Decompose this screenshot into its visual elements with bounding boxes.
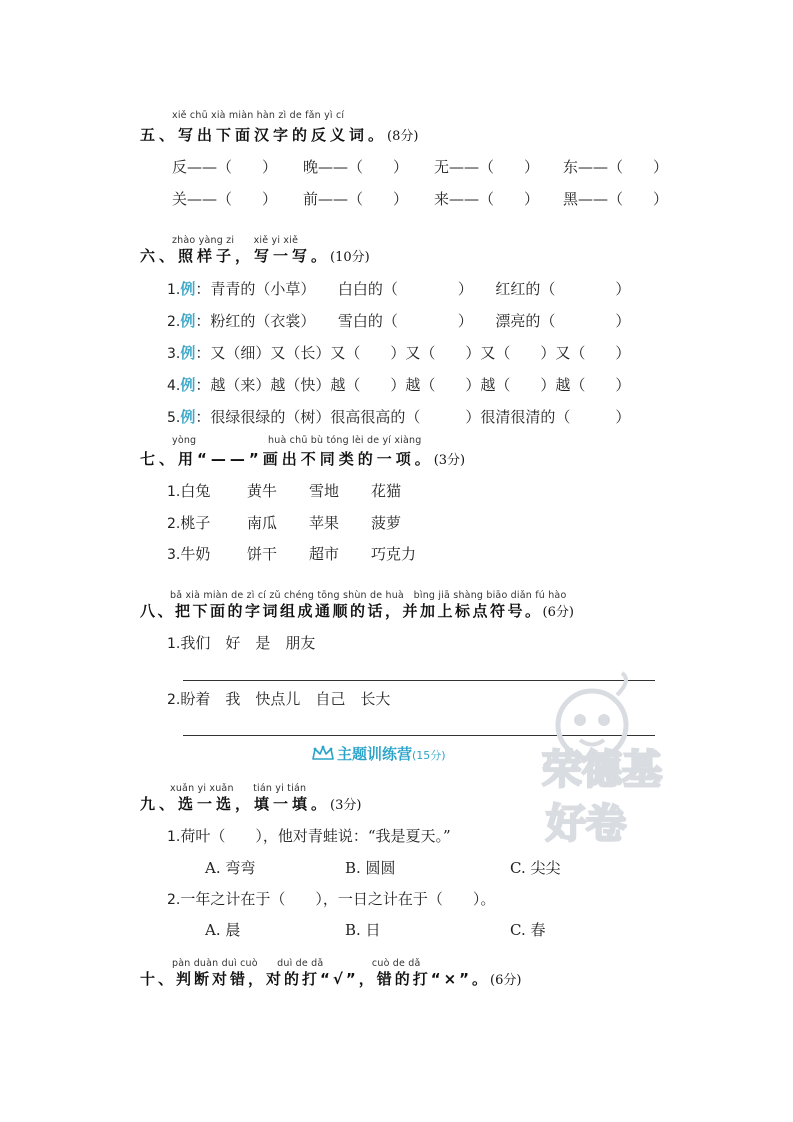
example-label: 例 <box>180 312 196 330</box>
s7-item: 3.牛奶 <box>167 545 211 563</box>
s9-option: A. 晨 <box>205 921 241 939</box>
s5-item: 关——（ ） <box>172 190 278 208</box>
s5-item: 东——（ ） <box>563 158 669 176</box>
s7-title: 七、用“——”画出不同类的一项。 <box>140 450 434 468</box>
watermark-text-1: 荣德基 <box>542 747 662 793</box>
theme-score: (15分) <box>412 749 446 762</box>
theme-title: 主题训练营 <box>337 745 413 763</box>
crown-icon <box>311 745 335 761</box>
watermark-text-2: 好卷 <box>546 801 626 847</box>
s10-pinyin: pàn duàn duì cuò duì de dǎ cuò de dǎ <box>172 958 421 969</box>
s10-score: (6分) <box>490 973 522 988</box>
s6-item: 1.例：青青的（小草） 白白的（ ） 红红的（ ） <box>167 280 631 298</box>
s8-item: 1.我们 好 是 朋友 <box>167 634 316 652</box>
s5-pinyin: xiě chū xià miàn hàn zì de fǎn yì cí <box>172 110 345 121</box>
s7-pinyin: yòng <box>172 435 197 446</box>
s5-item: 前——（ ） <box>303 190 409 208</box>
example-label: 例 <box>180 376 196 394</box>
s7-score: (3分) <box>433 453 466 468</box>
s8-heading <box>140 600 574 621</box>
theme-banner <box>311 743 446 764</box>
s8-score: (6分) <box>542 605 574 620</box>
watermark-logo <box>512 665 692 855</box>
example-label: 例 <box>180 408 196 426</box>
s6-item: 4.例：越（来）越（快）越（ ）越（ ）越（ ）越（ ） <box>167 376 631 394</box>
s9-question: 2.一年之计在于（ ），一日之计在于（ ）。 <box>167 890 496 908</box>
s7-heading <box>140 448 465 469</box>
s5-item: 来——（ ） <box>434 190 540 208</box>
s7-word: 南瓜 <box>247 514 278 532</box>
s5-item: 无——（ ） <box>434 158 540 176</box>
s8-title: 八、把下面的字词组成通顺的话，并加上标点符号。 <box>140 602 543 620</box>
s8-pinyin: bǎ xià miàn de zì cí zǔ chéng tōng shùn de huà bìng jiā shàng biāo diǎn fú hào <box>170 590 567 601</box>
s6-score: (10分) <box>330 250 370 265</box>
s7-word: 苹果 <box>309 514 340 532</box>
s7-pinyin: huà chū bù tóng lèi de yí xiàng <box>268 435 422 446</box>
example-label: 例 <box>180 280 196 298</box>
s7-word: 花猫 <box>371 482 402 500</box>
s9-option: C. 春 <box>510 921 546 939</box>
s7-word: 黄牛 <box>247 482 278 500</box>
s5-item: 黑——（ ） <box>563 190 669 208</box>
example-label: 例 <box>180 344 196 362</box>
s6-item: 5.例：很绿很绿的（树）很高很高的（ ）很清很清的（ ） <box>167 408 631 426</box>
s9-score: (3分) <box>330 798 362 813</box>
s7-word: 超市 <box>309 545 340 563</box>
s5-title: 五、写出下面汉字的反义词。 <box>140 126 388 144</box>
s6-pinyin: zhào yàng zi xiě yi xiě <box>172 235 299 246</box>
s5-score: (8分) <box>387 129 419 144</box>
s9-option: B. 日 <box>345 921 381 939</box>
s5-item: 反——（ ） <box>172 158 278 176</box>
s6-title: 六、照样子，写一写。 <box>140 247 331 265</box>
s7-item: 2.桃子 <box>167 514 211 532</box>
s6-heading <box>140 245 370 266</box>
s9-option: A. 弯弯 <box>205 859 256 877</box>
s7-word: 饼干 <box>247 545 278 563</box>
s5-heading <box>140 124 418 145</box>
s9-heading <box>140 793 361 814</box>
s7-word: 巧克力 <box>371 545 417 563</box>
s10-heading <box>140 968 521 989</box>
s7-word: 菠萝 <box>371 514 402 532</box>
s6-item: 3.例：又（细）又（长）又（ ）又（ ）又（ ）又（ ） <box>167 344 631 362</box>
s7-word: 雪地 <box>309 482 340 500</box>
s8-item: 2.盼着 我 快点儿 自己 长大 <box>167 690 391 708</box>
s9-option: B. 圆圆 <box>345 859 396 877</box>
s9-title: 九、选一选，填一填。 <box>140 795 331 813</box>
s10-title: 十、判断对错，对的打“√”，错的打“×”。 <box>140 970 491 988</box>
s9-option: C. 尖尖 <box>510 859 561 877</box>
s9-pinyin: xuǎn yi xuǎn tián yi tián <box>170 783 307 794</box>
s9-question: 1.荷叶（ ），他对青蛙说：“我是夏天。” <box>167 827 451 845</box>
s6-item: 2.例：粉红的（衣裳） 雪白的（ ） 漂亮的（ ） <box>167 312 631 330</box>
s5-item: 晚——（ ） <box>303 158 409 176</box>
s7-item: 1.白兔 <box>167 482 211 500</box>
